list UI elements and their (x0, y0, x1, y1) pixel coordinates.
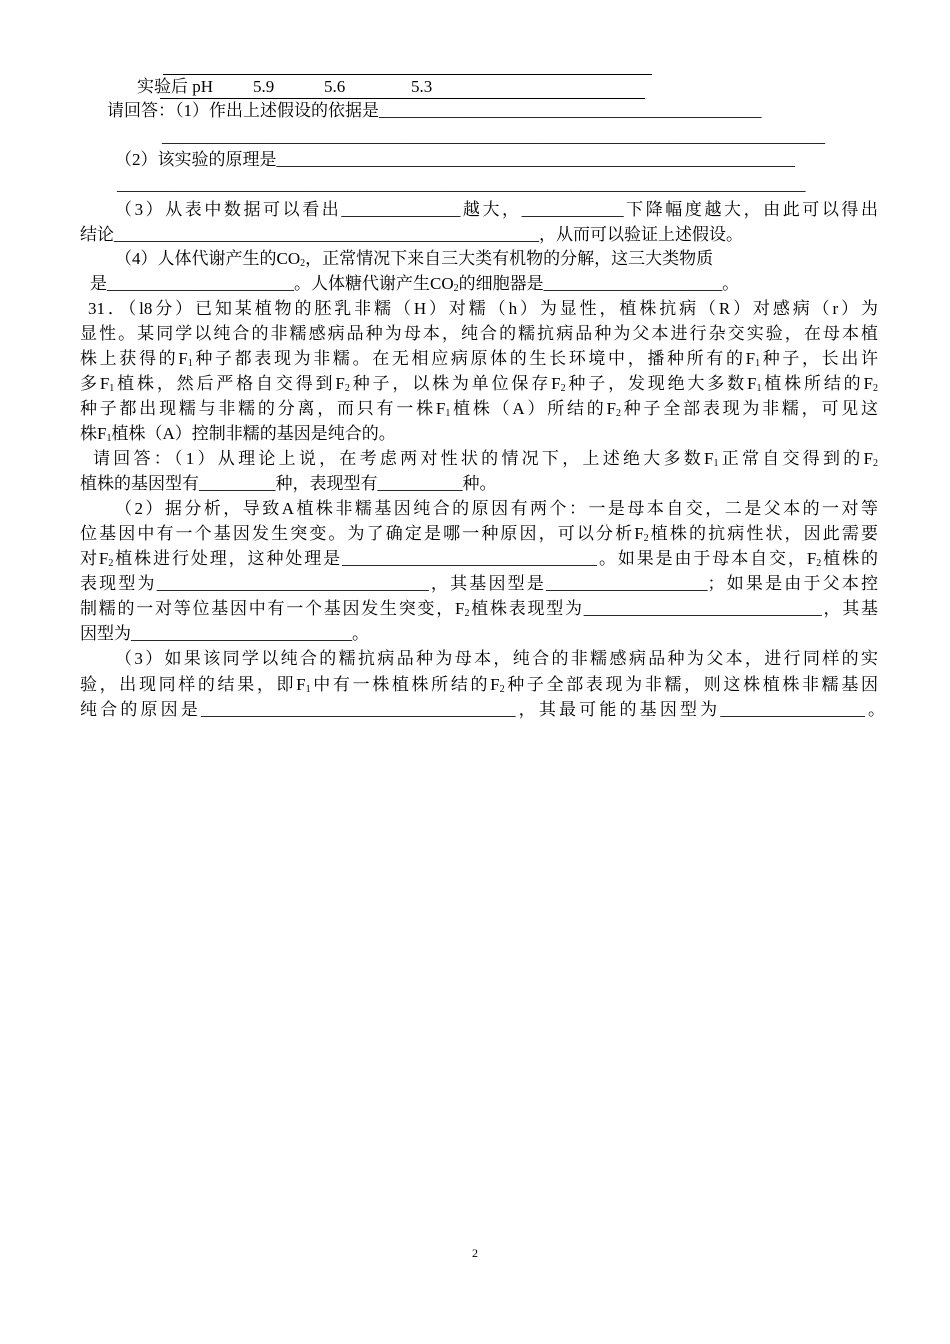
text-line (115, 248, 835, 270)
text-segment: 植株的抗病性状，因此需要 (648, 524, 878, 543)
text-segment: 株上获得的F (80, 349, 188, 368)
text-line (93, 448, 878, 470)
text-segment: 植株的基因型有_________种，表现型有__________种。 (80, 474, 497, 493)
text-segment: 纯合的原因是_____________________________________，其最可能的基因型为_________________。 (80, 700, 885, 719)
text-line (80, 224, 770, 246)
text-segment: 种子全部表现为非糯，则这株植株非糯基因 (504, 675, 878, 694)
table-row-label: 实验后 pH (137, 77, 214, 96)
subscript: 2 (453, 283, 459, 294)
subscript: 2 (816, 558, 822, 569)
text-segment: _________________________________________________________________________________ (117, 175, 806, 194)
table-top-rule (163, 74, 652, 75)
text-segment: 对F (80, 549, 109, 568)
subscript: 2 (872, 383, 878, 394)
text-line (80, 373, 878, 395)
text-segment: 植株（A）控制非糯的基因是纯合的。 (111, 424, 396, 443)
text-segment: 种子，长出许 (760, 349, 878, 368)
text-segment: 株F (80, 424, 107, 443)
table-bottom-rule (160, 98, 645, 99)
text-line (80, 473, 680, 495)
subscript: 1 (755, 358, 761, 369)
text-segment: 植株所结的F (761, 374, 873, 393)
text-line (80, 674, 878, 696)
text-segment: 请回答：（1）从理论上说，在考虑两对性状的情况下，上述绝大多数F (93, 449, 714, 468)
text-segment: 位基因中有一个基因发生突变。为了确定是哪一种原因，可以分析F (80, 524, 644, 543)
text-segment: 植株的 (821, 549, 878, 568)
text-segment: 验，出现同样的结果，即F (80, 675, 306, 694)
text-segment: 植株进行处理，这种处理是______________________________。如果是由于母本自交，F (113, 549, 817, 568)
subscript: 2 (872, 458, 878, 469)
subscript: 1 (109, 383, 115, 394)
table-cell: 5.6 (324, 77, 346, 96)
text-line (115, 149, 805, 171)
subscript: 2 (643, 533, 649, 544)
text-segment: ，正常情况下来自三大类有机物的分解，这三大类物质 (305, 249, 714, 268)
subscript: 2 (499, 684, 505, 695)
text-segment: ______________________________________________________________________________ (162, 127, 825, 146)
subscript: 1 (106, 433, 112, 444)
text-line (107, 100, 807, 122)
text-line (80, 598, 878, 620)
text-line (115, 199, 878, 221)
subscript: 2 (615, 408, 621, 419)
text-line (117, 174, 807, 196)
text-segment: 正常自交得到的F (718, 449, 873, 468)
text-segment: 的细胞器是_____________________。 (458, 274, 740, 293)
text-segment: 多F (80, 374, 110, 393)
table-cell: 5.3 (411, 77, 433, 96)
text-segment: 制糯的一对等位基因中有一个基因发生突变，F (80, 599, 465, 618)
text-segment: 显性。某同学以纯合的非糯感病品种为母本，纯合的糯抗病品种为父本进行杂交实验，在母本植 (80, 324, 878, 343)
text-line (80, 398, 878, 420)
subscript: 2 (300, 258, 306, 269)
subscript: 1 (187, 358, 193, 369)
text-line (80, 348, 878, 370)
text-line (80, 423, 680, 445)
text-segment: 请回答：（1）作出上述假设的依据是_____________________________________________ (107, 101, 762, 120)
text-segment: （3）从表中数据可以看出______________越大，____________下降幅度越大，由此可以得出 (115, 200, 878, 219)
text-segment: （4）人体代谢产生的CO (115, 249, 301, 268)
text-segment: 31．（l8分）已知某植物的胚乳非糯（H）对糯（h）为显性，植株抗病（R）对感病（r）为 (88, 299, 878, 318)
subscript: 2 (344, 383, 350, 394)
page-number: 2 (472, 1246, 478, 1260)
subscript: 1 (756, 383, 762, 394)
text-segment: 种子，发现绝大多数F (565, 374, 757, 393)
text-line (80, 548, 878, 570)
subscript: 1 (713, 458, 719, 469)
text-segment: 种子全部表现为非糯，可见这 (620, 399, 878, 418)
text-segment: 种子，以株为单位保存F (349, 374, 561, 393)
text-segment: 植株表现型为____________________________，其基 (469, 599, 878, 618)
subscript: 2 (108, 558, 114, 569)
text-line (115, 498, 878, 520)
text-line (90, 273, 790, 295)
text-segment: 表现型为________________________________，其基因型是___________________；如果是由于父本控 (80, 574, 878, 593)
text-segment: 因型为__________________________。 (80, 624, 369, 643)
text-segment: 种子都出现糯与非糯的分离，而只有一株F (80, 399, 446, 418)
text-line (80, 573, 878, 595)
text-segment: 种子都表现为非糯。在无相应病原体的生长环境中，播种所有的F (192, 349, 756, 368)
text-line (80, 623, 480, 645)
text-segment: 是______________________。人体糖代谢产生CO (90, 274, 454, 293)
text-segment: 植株，然后严格自交得到F (114, 374, 345, 393)
text-segment: （2）该实验的原理是_____________________________________________________________ (115, 150, 795, 169)
text-line (80, 323, 878, 345)
subscript: 2 (464, 608, 470, 619)
text-segment: 中有一株植株所结的F (310, 675, 500, 694)
subscript: 1 (445, 408, 451, 419)
text-segment: （2）据分析，导致A植株非糯基因纯合的原因有两个：一是母本自交，二是父本的一对等 (115, 499, 878, 518)
table-cell: 5.9 (253, 77, 275, 96)
text-segment: 植株（A）所结的F (450, 399, 616, 418)
text-segment: 结论__________________________________________________，从而可以验证上述假设。 (80, 225, 743, 244)
text-line (88, 298, 878, 320)
text-line (80, 699, 885, 721)
text-line (115, 648, 878, 670)
text-line (162, 126, 824, 148)
subscript: 2 (560, 383, 566, 394)
text-segment: （3）如果该同学以纯合的糯抗病品种为母本，纯合的非糯感病品种为父本，进行同样的实 (115, 649, 878, 668)
text-line (80, 523, 878, 545)
subscript: 1 (305, 684, 311, 695)
